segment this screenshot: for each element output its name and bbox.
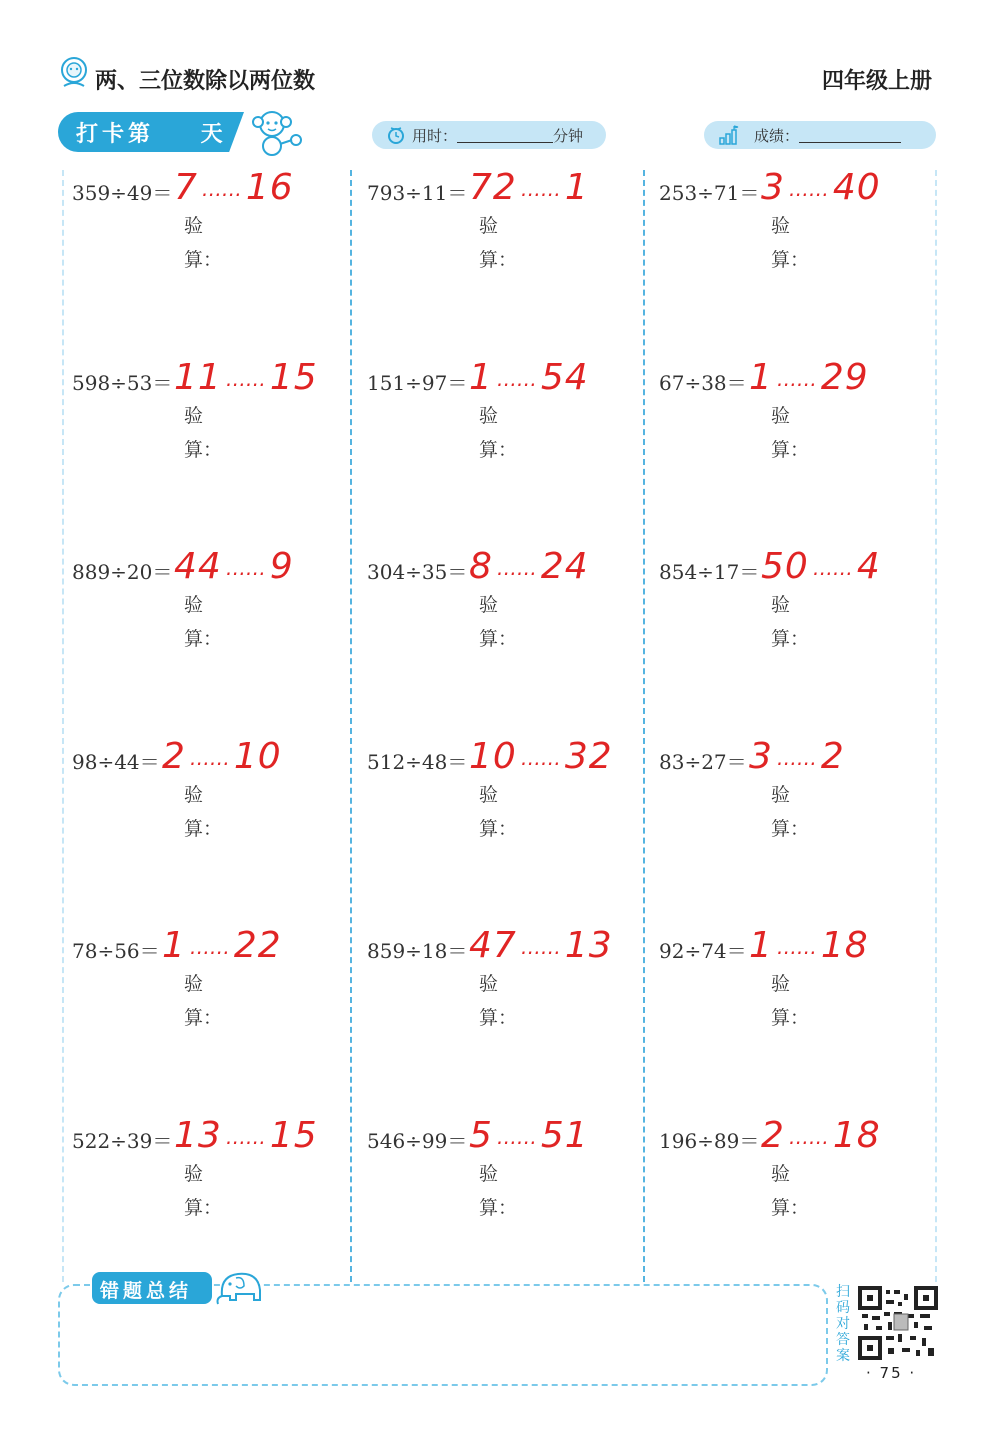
- check-label-top: 验: [479, 784, 499, 806]
- check-label-top: 验: [771, 594, 791, 616]
- division-expression: 522÷39＝: [72, 1129, 173, 1153]
- handwritten-answer: [469, 736, 613, 777]
- check-label-top: 验: [479, 973, 499, 995]
- handwritten-answer: [174, 357, 318, 398]
- answer-dots: ……: [496, 367, 537, 391]
- check-label-top: 验: [184, 1163, 204, 1185]
- answer-quotient: 47: [469, 925, 517, 966]
- check-label-bottom: 算：: [479, 628, 518, 650]
- answer-remainder: 18: [832, 1115, 881, 1156]
- handwritten-answer: [469, 167, 589, 208]
- answer-dots: ……: [189, 746, 230, 770]
- division-expression: 83÷27＝: [659, 750, 747, 774]
- answer-remainder: 54: [540, 357, 589, 398]
- score-label: 成绩：: [754, 126, 800, 145]
- problem-cell: [659, 925, 939, 1095]
- answer-quotient: 44: [174, 546, 222, 587]
- problem-cell: [367, 546, 647, 716]
- answer-dots: ……: [776, 367, 817, 391]
- problem-cell: [659, 546, 939, 716]
- division-expression: 546÷99＝: [367, 1129, 468, 1153]
- check-label-top: 验: [479, 1163, 499, 1185]
- answer-quotient: 3: [749, 736, 773, 777]
- check-label-top: 验: [479, 215, 499, 237]
- problem-cell: [367, 357, 647, 527]
- answer-dots: ……: [776, 746, 817, 770]
- score-field[interactable]: [704, 121, 936, 149]
- answer-dots: ……: [520, 746, 561, 770]
- handwritten-answer: [162, 925, 282, 966]
- left-border: [62, 170, 64, 1282]
- division-expression: 859÷18＝: [367, 939, 468, 963]
- answer-remainder: 1: [564, 167, 589, 208]
- handwritten-answer: [749, 925, 869, 966]
- handwritten-answer: [469, 357, 589, 398]
- answer-remainder: 16: [245, 167, 294, 208]
- problem-cell: [659, 736, 939, 906]
- answer-remainder: 15: [269, 1115, 318, 1156]
- time-label: 用时：: [412, 126, 458, 145]
- answer-quotient: 11: [174, 357, 222, 398]
- division-expression: 67÷38＝: [659, 371, 747, 395]
- answer-dots: ……: [496, 556, 537, 580]
- check-label-bottom: 算：: [479, 818, 518, 840]
- problem-cell: [367, 925, 647, 1095]
- check-label-bottom: 算：: [479, 1007, 518, 1029]
- answer-remainder: 40: [832, 167, 881, 208]
- division-expression: 304÷35＝: [367, 560, 468, 584]
- answer-dots: ……: [225, 1125, 266, 1149]
- answer-dots: ……: [776, 935, 817, 959]
- answer-remainder: 22: [233, 925, 282, 966]
- page-title: 两、三位数除以两位数: [95, 69, 316, 94]
- handwritten-answer: [761, 167, 881, 208]
- check-label-bottom: 算：: [184, 818, 223, 840]
- check-label-bottom: 算：: [771, 628, 810, 650]
- punch-card-label: 打卡第 天: [76, 122, 227, 147]
- problem-cell: [659, 1115, 939, 1285]
- answer-remainder: 4: [856, 546, 881, 587]
- answer-quotient: 10: [469, 736, 517, 777]
- answer-remainder: 13: [564, 925, 613, 966]
- check-label-top: 验: [184, 784, 204, 806]
- problem-cell: [72, 1115, 352, 1285]
- check-label-bottom: 算：: [771, 1007, 810, 1029]
- answer-dots: ……: [201, 177, 242, 201]
- check-label-top: 验: [771, 1163, 791, 1185]
- check-label-top: 验: [771, 973, 791, 995]
- division-expression: 793÷11＝: [367, 181, 468, 205]
- answer-quotient: 1: [749, 357, 773, 398]
- handwritten-answer: [469, 1115, 589, 1156]
- answer-quotient: 50: [761, 546, 809, 587]
- problem-cell: [367, 736, 647, 906]
- division-expression: 196÷89＝: [659, 1129, 760, 1153]
- error-summary-label: 错题总结: [100, 1280, 193, 1302]
- handwritten-answer: [174, 546, 294, 587]
- handwritten-answer: [761, 546, 881, 587]
- answer-remainder: 15: [269, 357, 318, 398]
- answer-dots: ……: [496, 1125, 537, 1149]
- answer-quotient: 1: [162, 925, 186, 966]
- answer-dots: ……: [812, 556, 853, 580]
- problem-cell: [367, 1115, 647, 1285]
- chart-icon: [718, 125, 738, 145]
- answer-remainder: 32: [564, 736, 613, 777]
- check-label-top: 验: [771, 215, 791, 237]
- monkey-mascot-icon: [246, 106, 306, 158]
- division-expression: 359÷49＝: [72, 181, 173, 205]
- answer-quotient: 1: [469, 357, 493, 398]
- check-label-top: 验: [184, 594, 204, 616]
- answer-quotient: 13: [174, 1115, 222, 1156]
- check-label-top: 验: [771, 405, 791, 427]
- handwritten-answer: [749, 736, 845, 777]
- division-expression: 598÷53＝: [72, 371, 173, 395]
- check-label-bottom: 算：: [479, 249, 518, 271]
- check-label-top: 验: [184, 215, 204, 237]
- answer-quotient: 1: [749, 925, 773, 966]
- qr-code-icon[interactable]: [858, 1286, 938, 1360]
- answer-remainder: 29: [820, 357, 869, 398]
- problem-cell: [72, 925, 352, 1095]
- time-blank[interactable]: [457, 128, 553, 143]
- grade-label: 四年级上册: [821, 69, 932, 94]
- answer-quotient: 7: [174, 167, 198, 208]
- answer-quotient: 8: [469, 546, 493, 587]
- time-unit: 分钟: [553, 126, 584, 145]
- answer-dots: ……: [520, 935, 561, 959]
- check-label-bottom: 算：: [771, 439, 810, 461]
- answer-remainder: 51: [540, 1115, 589, 1156]
- handwritten-answer: [469, 925, 613, 966]
- answer-quotient: 72: [469, 167, 517, 208]
- answer-quotient: 3: [761, 167, 785, 208]
- handwritten-answer: [174, 1115, 318, 1156]
- check-label-bottom: 算：: [184, 1007, 223, 1029]
- check-label-top: 验: [184, 405, 204, 427]
- problem-cell: [72, 736, 352, 906]
- check-label-top: 验: [479, 405, 499, 427]
- answer-remainder: 9: [269, 546, 294, 587]
- division-expression: 78÷56＝: [72, 939, 160, 963]
- check-label-bottom: 算：: [479, 439, 518, 461]
- handwritten-answer: [162, 736, 282, 777]
- answer-quotient: 2: [761, 1115, 785, 1156]
- division-expression: 512÷48＝: [367, 750, 468, 774]
- time-field[interactable]: [372, 121, 606, 149]
- answer-dots: ……: [788, 177, 829, 201]
- answer-quotient: 2: [162, 736, 186, 777]
- elephant-icon: [214, 1266, 270, 1306]
- handwritten-answer: [749, 357, 869, 398]
- check-label-bottom: 算：: [479, 1197, 518, 1219]
- lion-logo-icon: [58, 56, 90, 90]
- page-number: · 75 ·: [866, 1364, 917, 1382]
- handwritten-answer: [174, 167, 294, 208]
- answer-dots: ……: [788, 1125, 829, 1149]
- division-expression: 151÷97＝: [367, 371, 468, 395]
- clock-icon: [386, 125, 406, 145]
- answer-remainder: 10: [233, 736, 282, 777]
- problem-cell: [72, 546, 352, 716]
- check-label-top: 验: [479, 594, 499, 616]
- check-label-bottom: 算：: [184, 249, 223, 271]
- check-label-top: 验: [771, 784, 791, 806]
- check-label-bottom: 算：: [771, 818, 810, 840]
- check-label-bottom: 算：: [771, 1197, 810, 1219]
- check-label-bottom: 算：: [184, 628, 223, 650]
- division-expression: 253÷71＝: [659, 181, 760, 205]
- problem-cell: [659, 357, 939, 527]
- handwritten-answer: [469, 546, 589, 587]
- answer-dots: ……: [225, 556, 266, 580]
- check-label-bottom: 算：: [184, 1197, 223, 1219]
- division-expression: 98÷44＝: [72, 750, 160, 774]
- scan-answer-label: 扫码对答案: [836, 1284, 850, 1364]
- problem-cell: [367, 167, 647, 337]
- score-blank[interactable]: [799, 128, 901, 143]
- answer-remainder: 2: [820, 736, 845, 777]
- problem-cell: [659, 167, 939, 337]
- division-expression: 889÷20＝: [72, 560, 173, 584]
- check-label-bottom: 算：: [184, 439, 223, 461]
- answer-dots: ……: [189, 935, 230, 959]
- answer-quotient: 5: [469, 1115, 493, 1156]
- handwritten-answer: [761, 1115, 881, 1156]
- problem-cell: [72, 167, 352, 337]
- division-expression: 854÷17＝: [659, 560, 760, 584]
- division-expression: 92÷74＝: [659, 939, 747, 963]
- check-label-bottom: 算：: [771, 249, 810, 271]
- answer-remainder: 18: [820, 925, 869, 966]
- answer-dots: ……: [225, 367, 266, 391]
- answer-remainder: 24: [540, 546, 589, 587]
- answer-dots: ……: [520, 177, 561, 201]
- problem-cell: [72, 357, 352, 527]
- check-label-top: 验: [184, 973, 204, 995]
